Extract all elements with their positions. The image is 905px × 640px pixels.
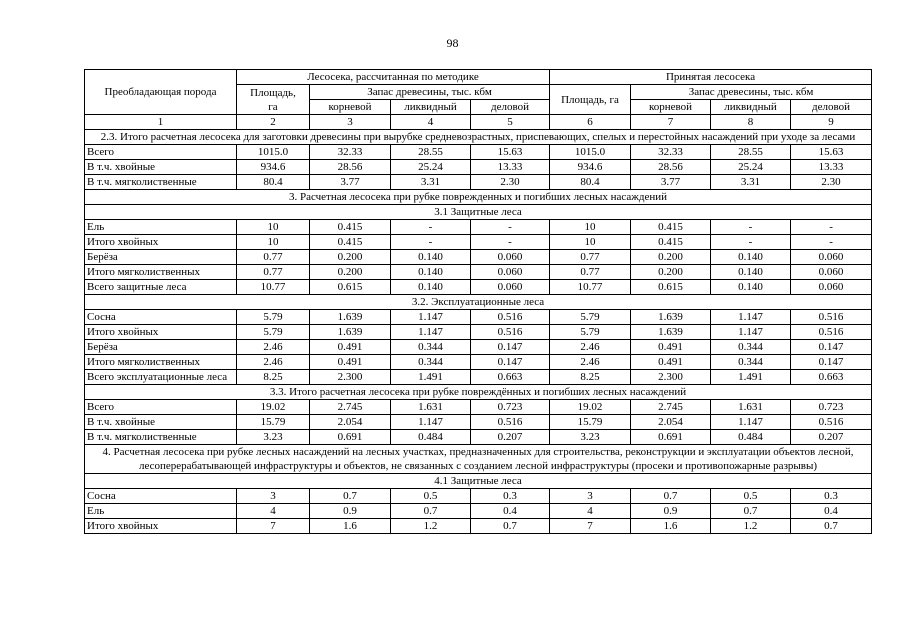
value-cell: 5.79 [237, 310, 310, 325]
liquid-header: ликвидный [391, 100, 471, 115]
value-cell: 0.516 [471, 310, 550, 325]
value-cell: 0.516 [471, 325, 550, 340]
value-cell: 4 [550, 504, 631, 519]
value-cell: 1.6 [631, 519, 711, 534]
value-cell: 0.491 [310, 355, 391, 370]
value-cell: 3.77 [310, 175, 391, 190]
header-row-1 [85, 70, 872, 85]
area-header-line2: га [268, 100, 278, 113]
value-cell: 0.344 [391, 340, 471, 355]
value-cell: 10.77 [550, 280, 631, 295]
table-row [85, 325, 872, 340]
col-num: 4 [391, 115, 471, 130]
value-cell: - [711, 235, 791, 250]
table-row [85, 280, 872, 295]
value-cell: 0.415 [631, 220, 711, 235]
table-row [85, 340, 872, 355]
row-label-cell: Всего [85, 145, 237, 160]
area-header [237, 85, 310, 115]
value-cell: 0.9 [310, 504, 391, 519]
value-cell: 7 [237, 519, 310, 534]
table-row [85, 400, 872, 415]
value-cell: 0.663 [791, 370, 872, 385]
value-cell: - [791, 220, 872, 235]
value-cell: 0.207 [471, 430, 550, 445]
value-cell: 28.55 [391, 145, 471, 160]
value-cell: 2.46 [237, 355, 310, 370]
value-cell: 0.147 [791, 355, 872, 370]
value-cell: 2.46 [550, 340, 631, 355]
row-label-cell: Всего защитные леса [85, 280, 237, 295]
value-cell: 2.054 [310, 415, 391, 430]
row-label-cell: Итого мягколиственных [85, 355, 237, 370]
value-cell: 0.7 [471, 519, 550, 534]
section-title-3-2: 3.2. Эксплуатационные леса [85, 295, 872, 310]
value-cell: 1.491 [711, 370, 791, 385]
value-cell: 0.7 [711, 504, 791, 519]
table-row [85, 220, 872, 235]
section-title-4-1: 4.1 Защитные леса [85, 474, 872, 489]
value-cell: 0.140 [711, 265, 791, 280]
value-cell: 3.31 [391, 175, 471, 190]
value-cell: 5.79 [237, 325, 310, 340]
value-cell: 0.344 [711, 355, 791, 370]
value-cell: 0.415 [310, 220, 391, 235]
value-cell: - [711, 220, 791, 235]
value-cell: 0.200 [631, 265, 711, 280]
col-num: 6 [550, 115, 631, 130]
value-cell: 0.491 [310, 340, 391, 355]
value-cell: 1015.0 [550, 145, 631, 160]
value-cell: 4 [237, 504, 310, 519]
value-cell: 1.6 [310, 519, 391, 534]
value-cell: 0.663 [471, 370, 550, 385]
row-label-cell: Ель [85, 504, 237, 519]
section-title-4: 4. Расчетная лесосека при рубке лесных насаждений на лесных участках, предназначенных для строительства, реконструкции и эксплуатации объектов лесной, лесоперерабатывающей инфраструктуры и объектов, не связанных с созданием лесной инфраструктуры (просеки и противопожарные разрывы) [85, 445, 872, 474]
column-numbers-row [85, 115, 872, 130]
row-label-cell: Итого мягколиственных [85, 265, 237, 280]
value-cell: 13.33 [791, 160, 872, 175]
value-cell: 0.060 [471, 280, 550, 295]
value-cell: 0.060 [471, 250, 550, 265]
accepted-group-header: Принятая лесосека [550, 70, 872, 85]
value-cell: 1.147 [711, 325, 791, 340]
value-cell: 8.25 [550, 370, 631, 385]
col-num: 7 [631, 115, 711, 130]
table-row [85, 175, 872, 190]
section-title-3-1: 3.1 Защитные леса [85, 205, 872, 220]
value-cell: 0.77 [550, 250, 631, 265]
value-cell: 0.7 [391, 504, 471, 519]
value-cell: 0.7 [310, 489, 391, 504]
value-cell: 0.516 [791, 415, 872, 430]
value-cell: 0.77 [237, 265, 310, 280]
value-cell: 32.33 [631, 145, 711, 160]
value-cell: 0.723 [471, 400, 550, 415]
method-group-header: Лесосека, рассчитанная по методике [237, 70, 550, 85]
value-cell: 0.060 [791, 250, 872, 265]
value-cell: 0.491 [631, 340, 711, 355]
value-cell: 10 [237, 220, 310, 235]
value-cell: - [791, 235, 872, 250]
table-row [85, 235, 872, 250]
value-cell: 0.484 [711, 430, 791, 445]
value-cell: 0.415 [310, 235, 391, 250]
table-row [85, 160, 872, 175]
table-row [85, 310, 872, 325]
section-title-2-3: 2.3. Итого расчетная лесосека для заготовки древесины при вырубке средневозрастных, приспевающих, спелых и перестойных насаждений при уходе за лесами [85, 130, 872, 145]
page-number: 98 [446, 36, 459, 50]
value-cell: - [471, 220, 550, 235]
value-cell: 0.200 [631, 250, 711, 265]
value-cell: 0.060 [471, 265, 550, 280]
value-cell: 0.200 [310, 265, 391, 280]
value-cell: 0.723 [791, 400, 872, 415]
value-cell: 10 [237, 235, 310, 250]
value-cell: 0.691 [310, 430, 391, 445]
value-cell: 0.4 [791, 504, 872, 519]
value-cell: 0.140 [391, 250, 471, 265]
value-cell: 2.054 [631, 415, 711, 430]
table-row [85, 145, 872, 160]
value-cell: 13.33 [471, 160, 550, 175]
root-header: корневой [310, 100, 391, 115]
value-cell: 0.3 [471, 489, 550, 504]
value-cell: - [391, 220, 471, 235]
value-cell: 19.02 [550, 400, 631, 415]
value-cell: 10.77 [237, 280, 310, 295]
value-cell: 934.6 [550, 160, 631, 175]
table-row [85, 504, 872, 519]
value-cell: 0.491 [631, 355, 711, 370]
value-cell: 5.79 [550, 310, 631, 325]
value-cell: 25.24 [711, 160, 791, 175]
value-cell: 1.147 [391, 415, 471, 430]
value-cell: 15.63 [471, 145, 550, 160]
section-title-3: 3. Расчетная лесосека при рубке поврежденных и погибших лесных насаждений [85, 190, 872, 205]
row-label-cell: Итого хвойных [85, 325, 237, 340]
value-cell: 8.25 [237, 370, 310, 385]
area-accepted-header: Площадь, га [550, 85, 631, 115]
value-cell: 3.31 [711, 175, 791, 190]
liquid-accepted-header: ликвидный [711, 100, 791, 115]
section-title-3-3: 3.3. Итого расчетная лесосека при рубке повреждённых и погибших лесных насаждений [85, 385, 872, 400]
row-label-cell: В т.ч. хвойные [85, 415, 237, 430]
value-cell: 0.344 [391, 355, 471, 370]
value-cell: 1.639 [310, 310, 391, 325]
value-cell: 0.415 [631, 235, 711, 250]
value-cell: 1.631 [711, 400, 791, 415]
value-cell: 2.745 [310, 400, 391, 415]
value-cell: 0.77 [237, 250, 310, 265]
value-cell: 0.060 [791, 265, 872, 280]
business-accepted-header: деловой [791, 100, 872, 115]
value-cell: 25.24 [391, 160, 471, 175]
value-cell: 10 [550, 220, 631, 235]
species-header: Преобладающая порода [85, 70, 237, 115]
value-cell: 1.631 [391, 400, 471, 415]
table-row [85, 265, 872, 280]
value-cell: - [391, 235, 471, 250]
value-cell: 5.79 [550, 325, 631, 340]
value-cell: 0.140 [711, 250, 791, 265]
value-cell: 0.140 [711, 280, 791, 295]
table-row [85, 415, 872, 430]
value-cell: 0.516 [791, 325, 872, 340]
value-cell: 0.140 [391, 280, 471, 295]
value-cell: 2.300 [631, 370, 711, 385]
value-cell: 3.23 [550, 430, 631, 445]
value-cell: 934.6 [237, 160, 310, 175]
value-cell: 1.147 [391, 325, 471, 340]
value-cell: 1.2 [711, 519, 791, 534]
business-header: деловой [471, 100, 550, 115]
value-cell: 0.516 [471, 415, 550, 430]
value-cell: 1.2 [391, 519, 471, 534]
value-cell: 15.63 [791, 145, 872, 160]
value-cell: 28.56 [631, 160, 711, 175]
value-cell: 80.4 [237, 175, 310, 190]
row-label-cell: Сосна [85, 310, 237, 325]
value-cell: 2.30 [471, 175, 550, 190]
value-cell: 28.56 [310, 160, 391, 175]
value-cell: 0.200 [310, 250, 391, 265]
value-cell: 3 [237, 489, 310, 504]
col-num: 5 [471, 115, 550, 130]
row-label-cell: Всего [85, 400, 237, 415]
value-cell: 3.23 [237, 430, 310, 445]
value-cell: 0.7 [791, 519, 872, 534]
col-num: 8 [711, 115, 791, 130]
value-cell: 32.33 [310, 145, 391, 160]
root-accepted-header: корневой [631, 100, 711, 115]
value-cell: 1.147 [391, 310, 471, 325]
value-cell: - [471, 235, 550, 250]
table-row [85, 370, 872, 385]
value-cell: 0.060 [791, 280, 872, 295]
value-cell: 10 [550, 235, 631, 250]
value-cell: 0.5 [391, 489, 471, 504]
col-num: 2 [237, 115, 310, 130]
value-cell: 7 [550, 519, 631, 534]
value-cell: 1.639 [631, 310, 711, 325]
value-cell: 0.615 [310, 280, 391, 295]
value-cell: 0.484 [391, 430, 471, 445]
value-cell: 1.147 [711, 310, 791, 325]
row-label-cell: Ель [85, 220, 237, 235]
value-cell: 1.639 [631, 325, 711, 340]
value-cell: 0.615 [631, 280, 711, 295]
value-cell: 0.7 [631, 489, 711, 504]
value-cell: 2.30 [791, 175, 872, 190]
value-cell: 2.46 [237, 340, 310, 355]
value-cell: 0.77 [550, 265, 631, 280]
value-cell: 2.46 [550, 355, 631, 370]
area-header-line1: Площадь, [250, 86, 296, 99]
col-num: 9 [791, 115, 872, 130]
value-cell: 1015.0 [237, 145, 310, 160]
row-label-cell: В т.ч. хвойные [85, 160, 237, 175]
value-cell: 0.3 [791, 489, 872, 504]
row-label-cell: Берёза [85, 250, 237, 265]
table-row [85, 430, 872, 445]
value-cell: 0.207 [791, 430, 872, 445]
value-cell: 1.639 [310, 325, 391, 340]
value-cell: 1.147 [711, 415, 791, 430]
row-label-cell: В т.ч. мягколиственные [85, 430, 237, 445]
value-cell: 0.147 [471, 340, 550, 355]
table-row [85, 355, 872, 370]
value-cell: 15.79 [237, 415, 310, 430]
forest-cutting-table [84, 69, 872, 534]
value-cell: 0.516 [791, 310, 872, 325]
table-row [85, 489, 872, 504]
row-label-cell: Берёза [85, 340, 237, 355]
col-num: 1 [85, 115, 237, 130]
value-cell: 0.9 [631, 504, 711, 519]
value-cell: 0.147 [471, 355, 550, 370]
value-cell: 15.79 [550, 415, 631, 430]
value-cell: 0.140 [391, 265, 471, 280]
value-cell: 3 [550, 489, 631, 504]
row-label-cell: Всего эксплуатационные леса [85, 370, 237, 385]
value-cell: 0.5 [711, 489, 791, 504]
row-label-cell: Итого хвойных [85, 519, 237, 534]
row-label-cell: Итого хвойных [85, 235, 237, 250]
row-label-cell: Сосна [85, 489, 237, 504]
row-label-cell: В т.ч. мягколиственные [85, 175, 237, 190]
value-cell: 0.344 [711, 340, 791, 355]
table-row [85, 519, 872, 534]
stock-group-header: Запас древесины, тыс. кбм [310, 85, 550, 100]
col-num: 3 [310, 115, 391, 130]
value-cell: 28.55 [711, 145, 791, 160]
value-cell: 2.300 [310, 370, 391, 385]
value-cell: 19.02 [237, 400, 310, 415]
stock-group-accepted-header: Запас древесины, тыс. кбм [631, 85, 872, 100]
value-cell: 0.4 [471, 504, 550, 519]
value-cell: 80.4 [550, 175, 631, 190]
value-cell: 0.691 [631, 430, 711, 445]
value-cell: 0.147 [791, 340, 872, 355]
value-cell: 3.77 [631, 175, 711, 190]
table-row [85, 250, 872, 265]
value-cell: 2.745 [631, 400, 711, 415]
value-cell: 1.491 [391, 370, 471, 385]
